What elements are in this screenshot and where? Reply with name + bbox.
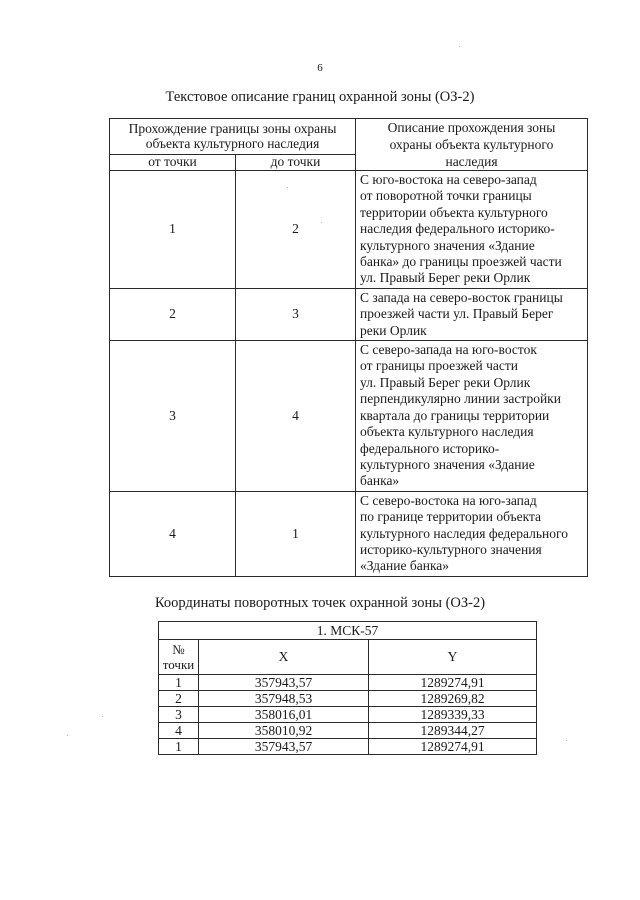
description-line: квартала до границы территории [360, 407, 550, 423]
scan-speck [102, 716, 103, 717]
header-y: Y [369, 640, 537, 675]
description-line: С юго-востока на северо-запад [360, 172, 537, 187]
scan-speck [459, 46, 460, 47]
to-point: 1 [236, 491, 356, 576]
coordinate-x: 357948,53 [199, 691, 369, 707]
coordinates-table [158, 621, 537, 755]
point-number: 4 [159, 723, 199, 739]
description-line: историко-культурного значения [360, 541, 542, 557]
coordinate-y: 1289344,27 [369, 723, 537, 739]
description-line: культурного значения «Здание [360, 237, 535, 253]
header-from-point: от точки [110, 154, 236, 170]
description-line: реки Орлик [360, 322, 427, 338]
table-row [110, 341, 588, 492]
header-line: охраны объекта культурного [389, 137, 554, 152]
header-x: X [199, 640, 369, 675]
header-line: объекта культурного наследия [145, 136, 320, 151]
coordinate-x: 358010,92 [199, 723, 369, 739]
boundary-description-table [109, 118, 588, 577]
header-point-number [159, 640, 199, 675]
description-line: по границе территории объекта [360, 509, 542, 525]
coordinate-y: 1289274,91 [369, 675, 537, 691]
description-line: культурного наследия федерального [360, 525, 568, 541]
header-to-point: до точки [236, 154, 356, 170]
description-line: территории объекта культурного [360, 204, 548, 220]
header-line: наследия [445, 154, 498, 169]
coordinate-x: 358016,01 [199, 707, 369, 723]
from-point: 1 [110, 171, 236, 289]
header-description [356, 119, 588, 171]
to-point: 4 [236, 341, 356, 492]
from-point: 3 [110, 341, 236, 492]
to-point: 3 [236, 288, 356, 340]
boundary-description-title: Текстовое описание границ охранной зоны (ОЗ-2) [165, 89, 475, 105]
header-line: точки [162, 657, 195, 672]
coordinates-title: Координаты поворотных точек охранной зоны (ОЗ-2) [154, 595, 486, 611]
point-number: 1 [159, 675, 199, 691]
description-line: от поворотной точки границы [360, 188, 532, 204]
header-line: № [172, 642, 185, 657]
coordinate-y: 1289274,91 [369, 739, 537, 755]
header-boundary-passage [110, 119, 356, 155]
table-row [159, 707, 537, 723]
coordinate-system-row [159, 622, 537, 640]
point-number: 3 [159, 707, 199, 723]
table-row [110, 288, 588, 340]
scan-speck [287, 187, 288, 188]
table-row [159, 675, 537, 691]
point-number: 2 [159, 691, 199, 707]
table-row [159, 691, 537, 707]
table-row [110, 491, 588, 576]
boundary-description [356, 341, 588, 492]
boundary-description [356, 288, 588, 340]
table-row [159, 739, 537, 755]
header-line: Описание прохождения зоны [387, 120, 556, 135]
page-number: 6 [317, 62, 323, 74]
description-line: банка» до границы проезжей части [360, 254, 562, 270]
boundary-description [356, 171, 588, 289]
table-header-row [110, 119, 588, 155]
description-line: «Здание банка» [360, 558, 450, 574]
point-number: 1 [159, 739, 199, 755]
description-line: федерального историко- [360, 440, 500, 456]
to-point: 2 [236, 171, 356, 289]
header-line: Прохождение границы зоны охраны [128, 121, 337, 136]
description-line: от границы проезжей части [360, 358, 519, 374]
description-line: ул. Правый Берег реки Орлик [360, 270, 531, 286]
description-line: наследия федерального историко- [360, 221, 555, 237]
coordinate-y: 1289269,82 [369, 691, 537, 707]
table-header-row [159, 640, 537, 675]
description-line: С северо-запада на юго-восток [360, 342, 537, 358]
table-row [110, 171, 588, 289]
from-point: 2 [110, 288, 236, 340]
coordinate-x: 357943,57 [199, 675, 369, 691]
coordinate-system: 1. МСК-57 [159, 622, 537, 640]
boundary-description [356, 491, 588, 576]
scan-speck [566, 740, 567, 741]
scan-speck [321, 222, 322, 223]
description-line: банка» [360, 473, 400, 489]
description-line: ул. Правый Берег реки Орлик [360, 374, 531, 390]
description-line: объекта культурного наследия [360, 424, 534, 440]
description-line: С запада на северо-восток границы [360, 289, 563, 305]
description-line: С северо-востока на юго-запад [360, 492, 537, 508]
description-line: перпендикулярно линии застройки [360, 391, 561, 407]
description-line: культурного значения «Здание [360, 456, 535, 472]
from-point: 4 [110, 491, 236, 576]
table-row [159, 723, 537, 739]
description-line: проезжей части ул. Правый Берег [360, 306, 554, 322]
coordinate-y: 1289339,33 [369, 707, 537, 723]
scan-speck [67, 735, 68, 736]
coordinate-x: 357943,57 [199, 739, 369, 755]
